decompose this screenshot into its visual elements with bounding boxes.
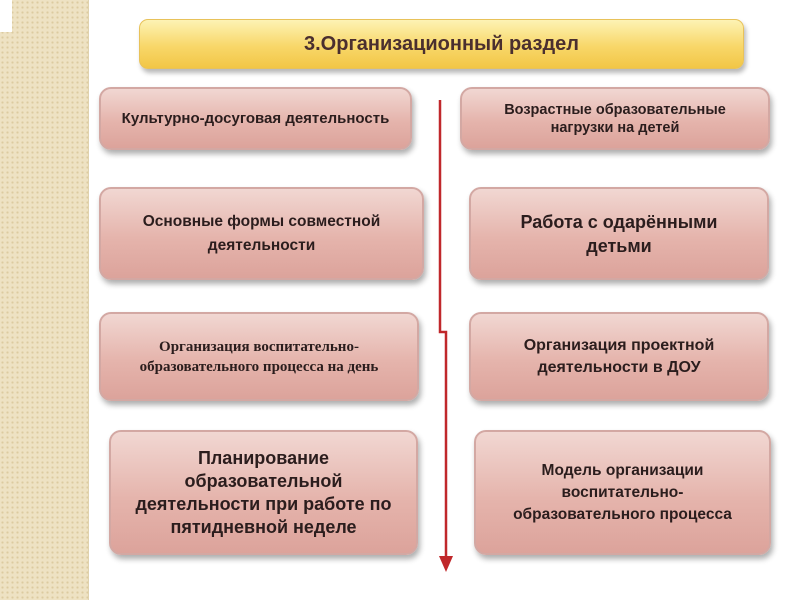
card-basic-forms (99, 187, 424, 280)
card-process-model (474, 430, 771, 555)
card-label: Возрастные образовательные нагрузки на детей (504, 101, 726, 136)
card-label: Культурно-досуговая деятельность (121, 109, 390, 127)
card-daily-process (99, 312, 419, 401)
section-title: 3.Организационный раздел (139, 19, 744, 69)
card-project-activity (469, 312, 769, 401)
card-cultural-leisure (99, 87, 412, 150)
flow-arrow-line (440, 100, 446, 558)
card-label: Модель организации воспитательно-образовательного процесса (513, 461, 732, 523)
card-planning (109, 430, 418, 555)
card-label: Основные формы совместной деятельности (142, 212, 381, 254)
card-label: Организация воспитательно-образовательного процесса на день (139, 338, 379, 375)
card-label: Планирование образовательной деятельности при работе по пятидневной неделе (135, 447, 392, 537)
card-gifted-children (469, 187, 769, 280)
card-age-loads (460, 87, 770, 150)
card-label: Организация проектной деятельности в ДОУ (523, 336, 715, 376)
card-label: Работа с одарёнными детьми (520, 211, 718, 256)
flow-arrow-head (439, 556, 453, 572)
